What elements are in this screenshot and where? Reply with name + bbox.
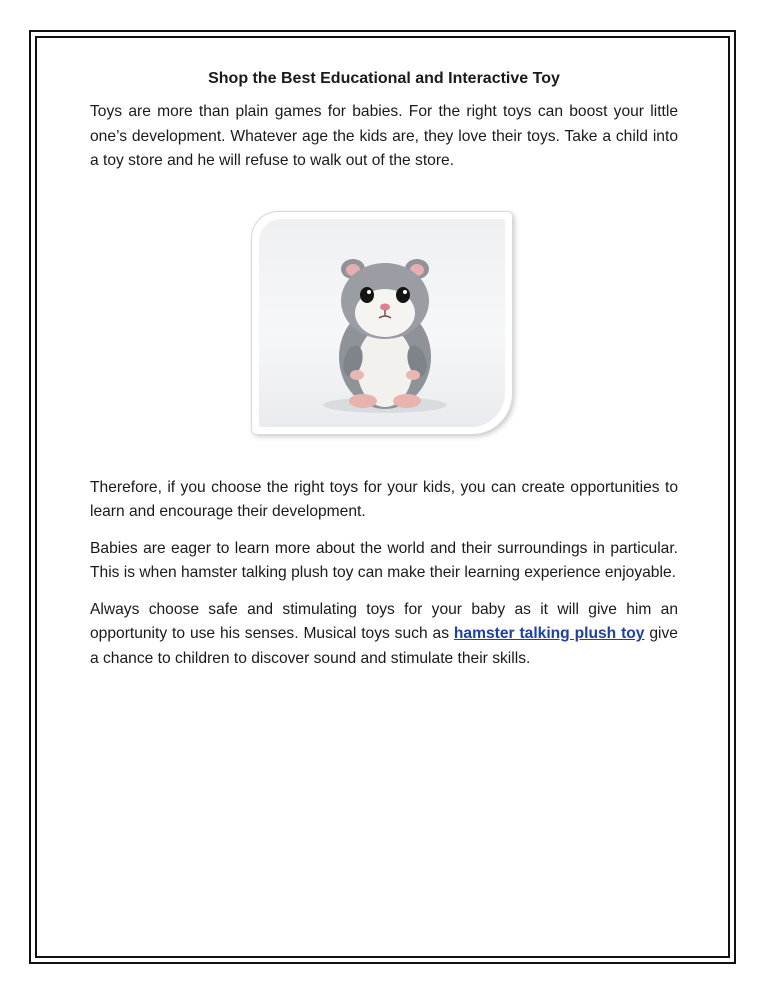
paragraph-always-text-end: give a chance to children to discover sound and stimulate their skills. [90, 625, 678, 667]
image-content [259, 219, 505, 427]
hamster-talking-plush-toy-link[interactable]: hamster talking plush toy [453, 625, 645, 642]
paragraph-intro: Toys are more than plain games for babies. For the right toys can boost your little one’s development. Whatever age the kids are, they love their toys. Take a child into a toy store and he will refuse to walk out of the store. [90, 103, 678, 169]
document-title: Shop the Best Educational and Interactive Toy [208, 70, 560, 87]
paragraph-always-text-start: Always choose safe and stimulating toys for your baby as it will give him an opportunity to use his senses. Musical toys such as [90, 600, 678, 642]
document-body [90, 68, 678, 683]
hamster-plush-illustration [259, 219, 505, 427]
paragraph-always [90, 598, 678, 672]
hamster-toy-image [252, 212, 512, 434]
paragraph-babies: Babies are eager to learn more about the world and their surroundings in particular. This is when hamster talking plush toy can make their learning experience enjoyable. [90, 539, 678, 581]
paragraph-therefore: Therefore, if you choose the right toys for your kids, you can create opportunities to learn and encourage their development. [90, 478, 678, 520]
